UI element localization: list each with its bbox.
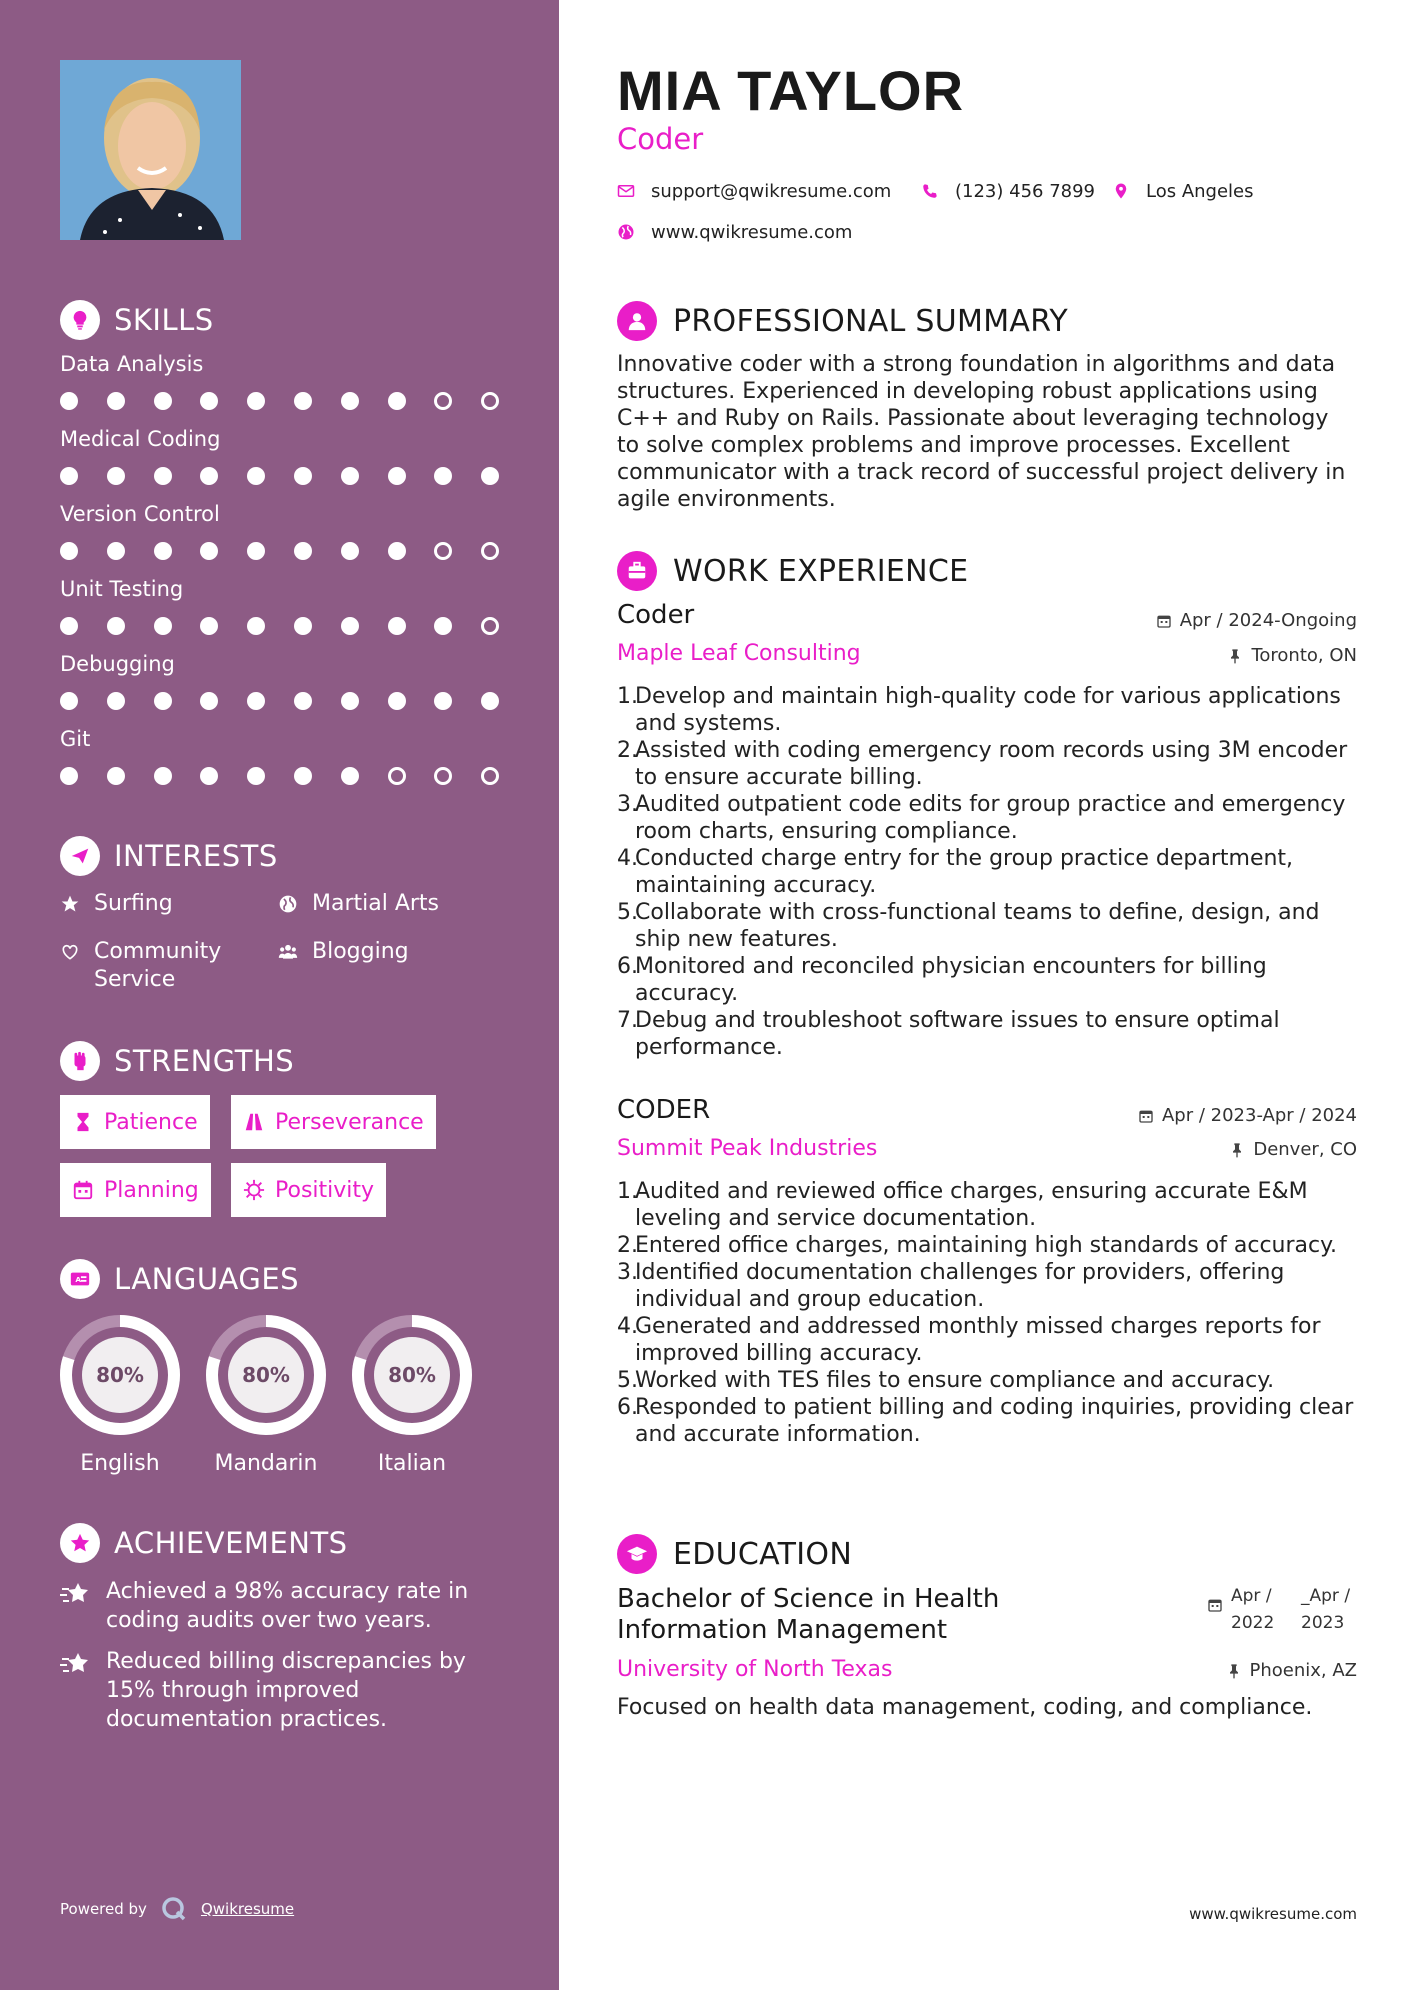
languages-section (60, 1259, 520, 1479)
briefcase-icon (617, 551, 657, 591)
skill-rating (60, 617, 520, 637)
rating-dot-filled (200, 467, 218, 485)
rating-dot-filled (341, 467, 359, 485)
rating-dot-filled (154, 767, 172, 785)
powered-label: Powered by (60, 1900, 147, 1918)
skill-name: Debugging (60, 652, 175, 676)
language-ring (58, 1313, 182, 1437)
rating-dot-filled (200, 392, 218, 410)
interest-label: Community Service (94, 939, 222, 992)
rating-dot-filled (247, 692, 265, 710)
rating-dot-filled (107, 617, 125, 635)
rating-dot-filled (341, 767, 359, 785)
calendar-icon (72, 1179, 94, 1201)
sparkle-star-icon (60, 1577, 94, 1611)
strength-chip (60, 1163, 211, 1217)
job-duties-list (617, 683, 1362, 1061)
job-company: Maple Leaf Consulting (617, 641, 861, 666)
sparkle-star-icon (60, 1647, 94, 1681)
rating-dot-filled (60, 617, 78, 635)
skill-name: Unit Testing (60, 577, 184, 601)
rating-dot-filled (294, 617, 312, 635)
duty-number: 5. (617, 1368, 638, 1393)
language-name: Mandarin (214, 1451, 318, 1476)
rating-dot-filled (154, 542, 172, 560)
rating-dot-filled (200, 767, 218, 785)
language-item (58, 1313, 182, 1476)
globe-icon (617, 223, 635, 241)
heart-outline-icon (60, 938, 86, 966)
rating-dot-filled (434, 617, 452, 635)
skills-section (60, 300, 520, 780)
experience-header (617, 550, 968, 592)
users-icon (278, 938, 304, 966)
skill-item (60, 500, 520, 528)
job-location-text: Denver, CO (1253, 1139, 1357, 1160)
rating-dot-filled (294, 392, 312, 410)
rating-dot-filled (341, 692, 359, 710)
contact-email[interactable] (617, 179, 891, 203)
duty-item (617, 791, 1362, 845)
interest-item (60, 938, 260, 994)
language-percent: 80% (388, 1363, 436, 1387)
skill-rating (60, 692, 520, 712)
star-icon (60, 890, 86, 918)
skills-header (60, 300, 520, 340)
rating-dot-empty (481, 542, 499, 560)
duty-text: Conducted charge entry for the group practice department, maintaining accuracy. (635, 846, 1294, 898)
footer-url[interactable]: www.qwikresume.com (1189, 1905, 1357, 1923)
rating-dot-filled (341, 542, 359, 560)
main-content (559, 0, 1407, 1990)
rating-dot-empty (481, 767, 499, 785)
interest-item (278, 890, 478, 918)
job-location-text: Toronto, ON (1251, 645, 1357, 666)
skill-name: Data Analysis (60, 352, 204, 376)
user-icon (617, 301, 657, 341)
powered-by (60, 1896, 294, 1922)
job-title: Coder (617, 600, 695, 630)
strength-chip (60, 1095, 210, 1149)
duty-item (617, 899, 1362, 953)
duty-text: Develop and maintain high-quality code for various applications and systems. (635, 684, 1341, 736)
hourglass-icon (72, 1111, 94, 1133)
rating-dot-filled (294, 767, 312, 785)
skill-rating (60, 542, 520, 562)
candidate-name: MIA TAYLOR (617, 59, 965, 122)
duty-number: 6. (617, 1395, 638, 1420)
duty-number: 3. (617, 1260, 638, 1285)
duty-text: Audited and reviewed office charges, ensuring accurate E&M leveling and service documentation. (635, 1179, 1308, 1231)
pushpin-icon (1226, 1663, 1242, 1679)
skill-item (60, 350, 520, 378)
job-title: CODER (617, 1095, 711, 1125)
rating-dot-empty (434, 767, 452, 785)
rating-dot-filled (60, 392, 78, 410)
rating-dot-filled (60, 467, 78, 485)
strength-label: Planning (104, 1177, 199, 1203)
qwikresume-logo-icon (161, 1896, 187, 1922)
strength-chip (231, 1163, 386, 1217)
languages-title: LANGUAGES (114, 1262, 300, 1296)
rating-dot-empty (434, 392, 452, 410)
portrait-image (60, 60, 241, 240)
duty-number: 4. (617, 1314, 638, 1339)
achievement-text: Reduced billing discrepancies by 15% through improved documentation practices. (106, 1649, 466, 1732)
lightbulb-icon (60, 300, 100, 340)
strengths-title: STRENGTHS (114, 1044, 295, 1078)
duty-text: Responded to patient billing and coding inquiries, providing clear and accurate information. (635, 1395, 1354, 1447)
job-dates (1156, 610, 1357, 631)
education-title: EDUCATION (673, 1536, 853, 1572)
fist-icon (60, 1041, 100, 1081)
rating-dot-filled (481, 692, 499, 710)
duty-item (617, 1259, 1362, 1313)
achievements-header (60, 1523, 520, 1563)
paper-plane-icon (60, 836, 100, 876)
language-name: Italian (377, 1451, 447, 1476)
strength-chip (231, 1095, 436, 1149)
duty-text: Worked with TES files to ensure compliance and accuracy. (635, 1368, 1275, 1393)
rating-dot-filled (154, 617, 172, 635)
education-dates (1207, 1583, 1357, 1637)
language-percent: 80% (242, 1363, 290, 1387)
skill-rating (60, 767, 520, 787)
duty-item (617, 1007, 1362, 1061)
language-percent: 80% (96, 1363, 144, 1387)
duty-item (617, 1394, 1362, 1448)
skill-item (60, 575, 520, 603)
duty-number: 2. (617, 738, 638, 763)
rating-dot-filled (247, 392, 265, 410)
duty-item (617, 1232, 1362, 1259)
strengths-section (60, 1041, 520, 1221)
education-start (1231, 1583, 1287, 1637)
rating-dot-filled (294, 467, 312, 485)
strengths-header (60, 1041, 520, 1081)
rating-dot-filled (388, 692, 406, 710)
interest-label: Martial Arts (312, 891, 440, 916)
duty-item (617, 845, 1362, 899)
duty-number: 7. (617, 1008, 638, 1033)
skill-name: Medical Coding (60, 427, 221, 451)
strength-label: Perseverance (275, 1109, 424, 1135)
rating-dot-filled (200, 542, 218, 560)
contact-location (1112, 179, 1254, 203)
job-dates (1138, 1105, 1357, 1126)
rating-dot-filled (481, 467, 499, 485)
phone-text: (123) 456 7899 (955, 180, 1096, 202)
rating-dot-filled (388, 617, 406, 635)
rating-dot-filled (107, 392, 125, 410)
rating-dot-filled (60, 692, 78, 710)
rating-dot-filled (107, 767, 125, 785)
globe-icon (278, 890, 304, 918)
duty-text: Monitored and reconciled physician encounters for billing accuracy. (635, 954, 1267, 1006)
education-start-month: Apr / (1231, 1586, 1272, 1606)
interests-header (60, 836, 520, 876)
skill-name: Version Control (60, 502, 220, 526)
duty-text: Debug and troubleshoot software issues to ensure optimal performance. (635, 1008, 1280, 1060)
education-start-year: 2022 (1231, 1613, 1275, 1633)
job-location (1227, 645, 1357, 666)
translate-icon (60, 1259, 100, 1299)
languages-header (60, 1259, 520, 1299)
summary-title: PROFESSIONAL SUMMARY (673, 303, 1069, 339)
language-name: English (80, 1451, 160, 1476)
rating-dot-filled (341, 617, 359, 635)
education-location-text: Phoenix, AZ (1249, 1660, 1357, 1681)
language-ring (204, 1313, 328, 1437)
duty-text: Identified documentation challenges for providers, offering individual and group education. (635, 1260, 1285, 1312)
rating-dot-filled (294, 542, 312, 560)
duty-text: Collaborate with cross-functional teams to define, design, and ship new features. (635, 900, 1320, 952)
duty-number: 6. (617, 954, 638, 979)
job-company: Summit Peak Industries (617, 1136, 878, 1161)
duty-item (617, 953, 1362, 1007)
degree-title: Bachelor of Science in Health Information Management (617, 1584, 1000, 1645)
achievement-item (60, 1577, 490, 1635)
language-ring (350, 1313, 474, 1437)
duty-number: 1. (617, 684, 638, 709)
calendar-icon (1138, 1108, 1154, 1124)
achievement-text: Achieved a 98% accuracy rate in coding audits over two years. (106, 1579, 469, 1633)
location-text: Los Angeles (1146, 180, 1254, 202)
experience-title: WORK EXPERIENCE (673, 553, 969, 589)
calendar-icon (1156, 613, 1172, 629)
skills-title: SKILLS (114, 303, 214, 337)
job-duties-list (617, 1178, 1362, 1448)
rating-dot-filled (247, 542, 265, 560)
contact-phone[interactable] (921, 179, 1095, 203)
duty-item (617, 683, 1362, 737)
rating-dot-filled (200, 617, 218, 635)
education-header (617, 1533, 852, 1575)
rating-dot-filled (107, 692, 125, 710)
sidebar (0, 0, 559, 1990)
duty-item (617, 1178, 1362, 1232)
duty-text: Audited outpatient code edits for group practice and emergency room charts, ensuring compliance. (635, 792, 1346, 844)
summary-header (617, 300, 1068, 342)
duty-number: 5. (617, 900, 638, 925)
interest-item (60, 890, 260, 918)
skill-item (60, 725, 520, 753)
envelope-icon (617, 182, 635, 200)
school-name: University of North Texas (617, 1657, 893, 1682)
sun-icon (243, 1179, 265, 1201)
skill-item (60, 425, 520, 453)
pushpin-icon (1227, 648, 1243, 664)
award-star-icon (60, 1523, 100, 1563)
strength-label: Patience (104, 1109, 198, 1135)
duty-item (617, 737, 1362, 791)
profile-photo (60, 60, 241, 240)
rating-dot-empty (388, 767, 406, 785)
achievement-item (60, 1647, 490, 1734)
rating-dot-filled (107, 542, 125, 560)
rating-dot-filled (154, 392, 172, 410)
rating-dot-filled (434, 692, 452, 710)
graduation-cap-icon (617, 1534, 657, 1574)
duty-number: 3. (617, 792, 638, 817)
rating-dot-filled (247, 767, 265, 785)
job-location (1229, 1139, 1357, 1160)
job-dates-text: Apr / 2023-Apr / 2024 (1161, 1105, 1357, 1126)
job-dates-text: Apr / 2024-Ongoing (1179, 610, 1357, 631)
interests-section (60, 836, 520, 996)
interest-label: Blogging (312, 939, 409, 964)
duty-number: 1. (617, 1179, 638, 1204)
rating-dot-filled (154, 467, 172, 485)
rating-dot-filled (388, 467, 406, 485)
svg-text:A: A (75, 1275, 82, 1285)
website-text: www.qwikresume.com (651, 221, 853, 243)
skill-item (60, 650, 520, 678)
education-end-year: 2023 (1301, 1613, 1345, 1633)
calendar-icon (1207, 1597, 1223, 1613)
duty-number: 4. (617, 846, 638, 871)
language-item (350, 1313, 474, 1476)
duty-text: Assisted with coding emergency room records using 3M encoder to ensure accurate billing. (635, 738, 1348, 790)
map-pin-icon (1112, 182, 1130, 200)
contact-website[interactable] (617, 220, 852, 244)
interests-title: INTERESTS (114, 839, 278, 873)
achievements-title: ACHIEVEMENTS (114, 1526, 348, 1560)
rating-dot-empty (481, 617, 499, 635)
duty-item (617, 1367, 1362, 1394)
strength-label: Positivity (275, 1177, 375, 1203)
rating-dot-filled (107, 467, 125, 485)
rating-dot-filled (294, 692, 312, 710)
duty-text: Generated and addressed monthly missed charges reports for improved billing accuracy. (635, 1314, 1321, 1366)
rating-dot-filled (247, 467, 265, 485)
interest-item (278, 938, 478, 966)
email-text: support@qwikresume.com (651, 180, 892, 202)
education-end (1301, 1583, 1357, 1637)
rating-dot-empty (481, 392, 499, 410)
education-location (1226, 1660, 1358, 1681)
interest-label: Surfing (94, 891, 173, 916)
rating-dot-filled (200, 692, 218, 710)
summary-text: Innovative coder with a strong foundation in algorithms and data structures. Experienced in developing robust applications using C++ and Ruby on Rails. Passionate about leveraging technology to solve complex problems and improve processes. Excellent communicator with a track record of successful project delivery in agile environments. (617, 352, 1346, 512)
rating-dot-filled (247, 617, 265, 635)
education-description: Focused on health data management, coding, and compliance. (617, 1695, 1313, 1720)
language-item (204, 1313, 328, 1476)
road-icon (243, 1111, 265, 1133)
skill-rating (60, 467, 520, 487)
achievements-section (60, 1523, 520, 1743)
rating-dot-filled (388, 542, 406, 560)
education-end-month: _Apr / (1301, 1586, 1351, 1606)
pushpin-icon (1229, 1142, 1245, 1158)
rating-dot-filled (60, 542, 78, 560)
qwikresume-link[interactable]: Qwikresume (200, 1900, 295, 1918)
duty-item (617, 1313, 1362, 1367)
phone-icon (921, 182, 939, 200)
skill-rating (60, 392, 520, 412)
rating-dot-filled (154, 692, 172, 710)
duty-number: 2. (617, 1233, 638, 1258)
rating-dot-filled (434, 467, 452, 485)
rating-dot-filled (388, 392, 406, 410)
duty-text: Entered office charges, maintaining high standards of accuracy. (635, 1233, 1337, 1258)
rating-dot-filled (60, 767, 78, 785)
candidate-role: Coder (617, 122, 704, 156)
skill-name: Git (60, 727, 91, 751)
rating-dot-filled (341, 392, 359, 410)
rating-dot-empty (434, 542, 452, 560)
